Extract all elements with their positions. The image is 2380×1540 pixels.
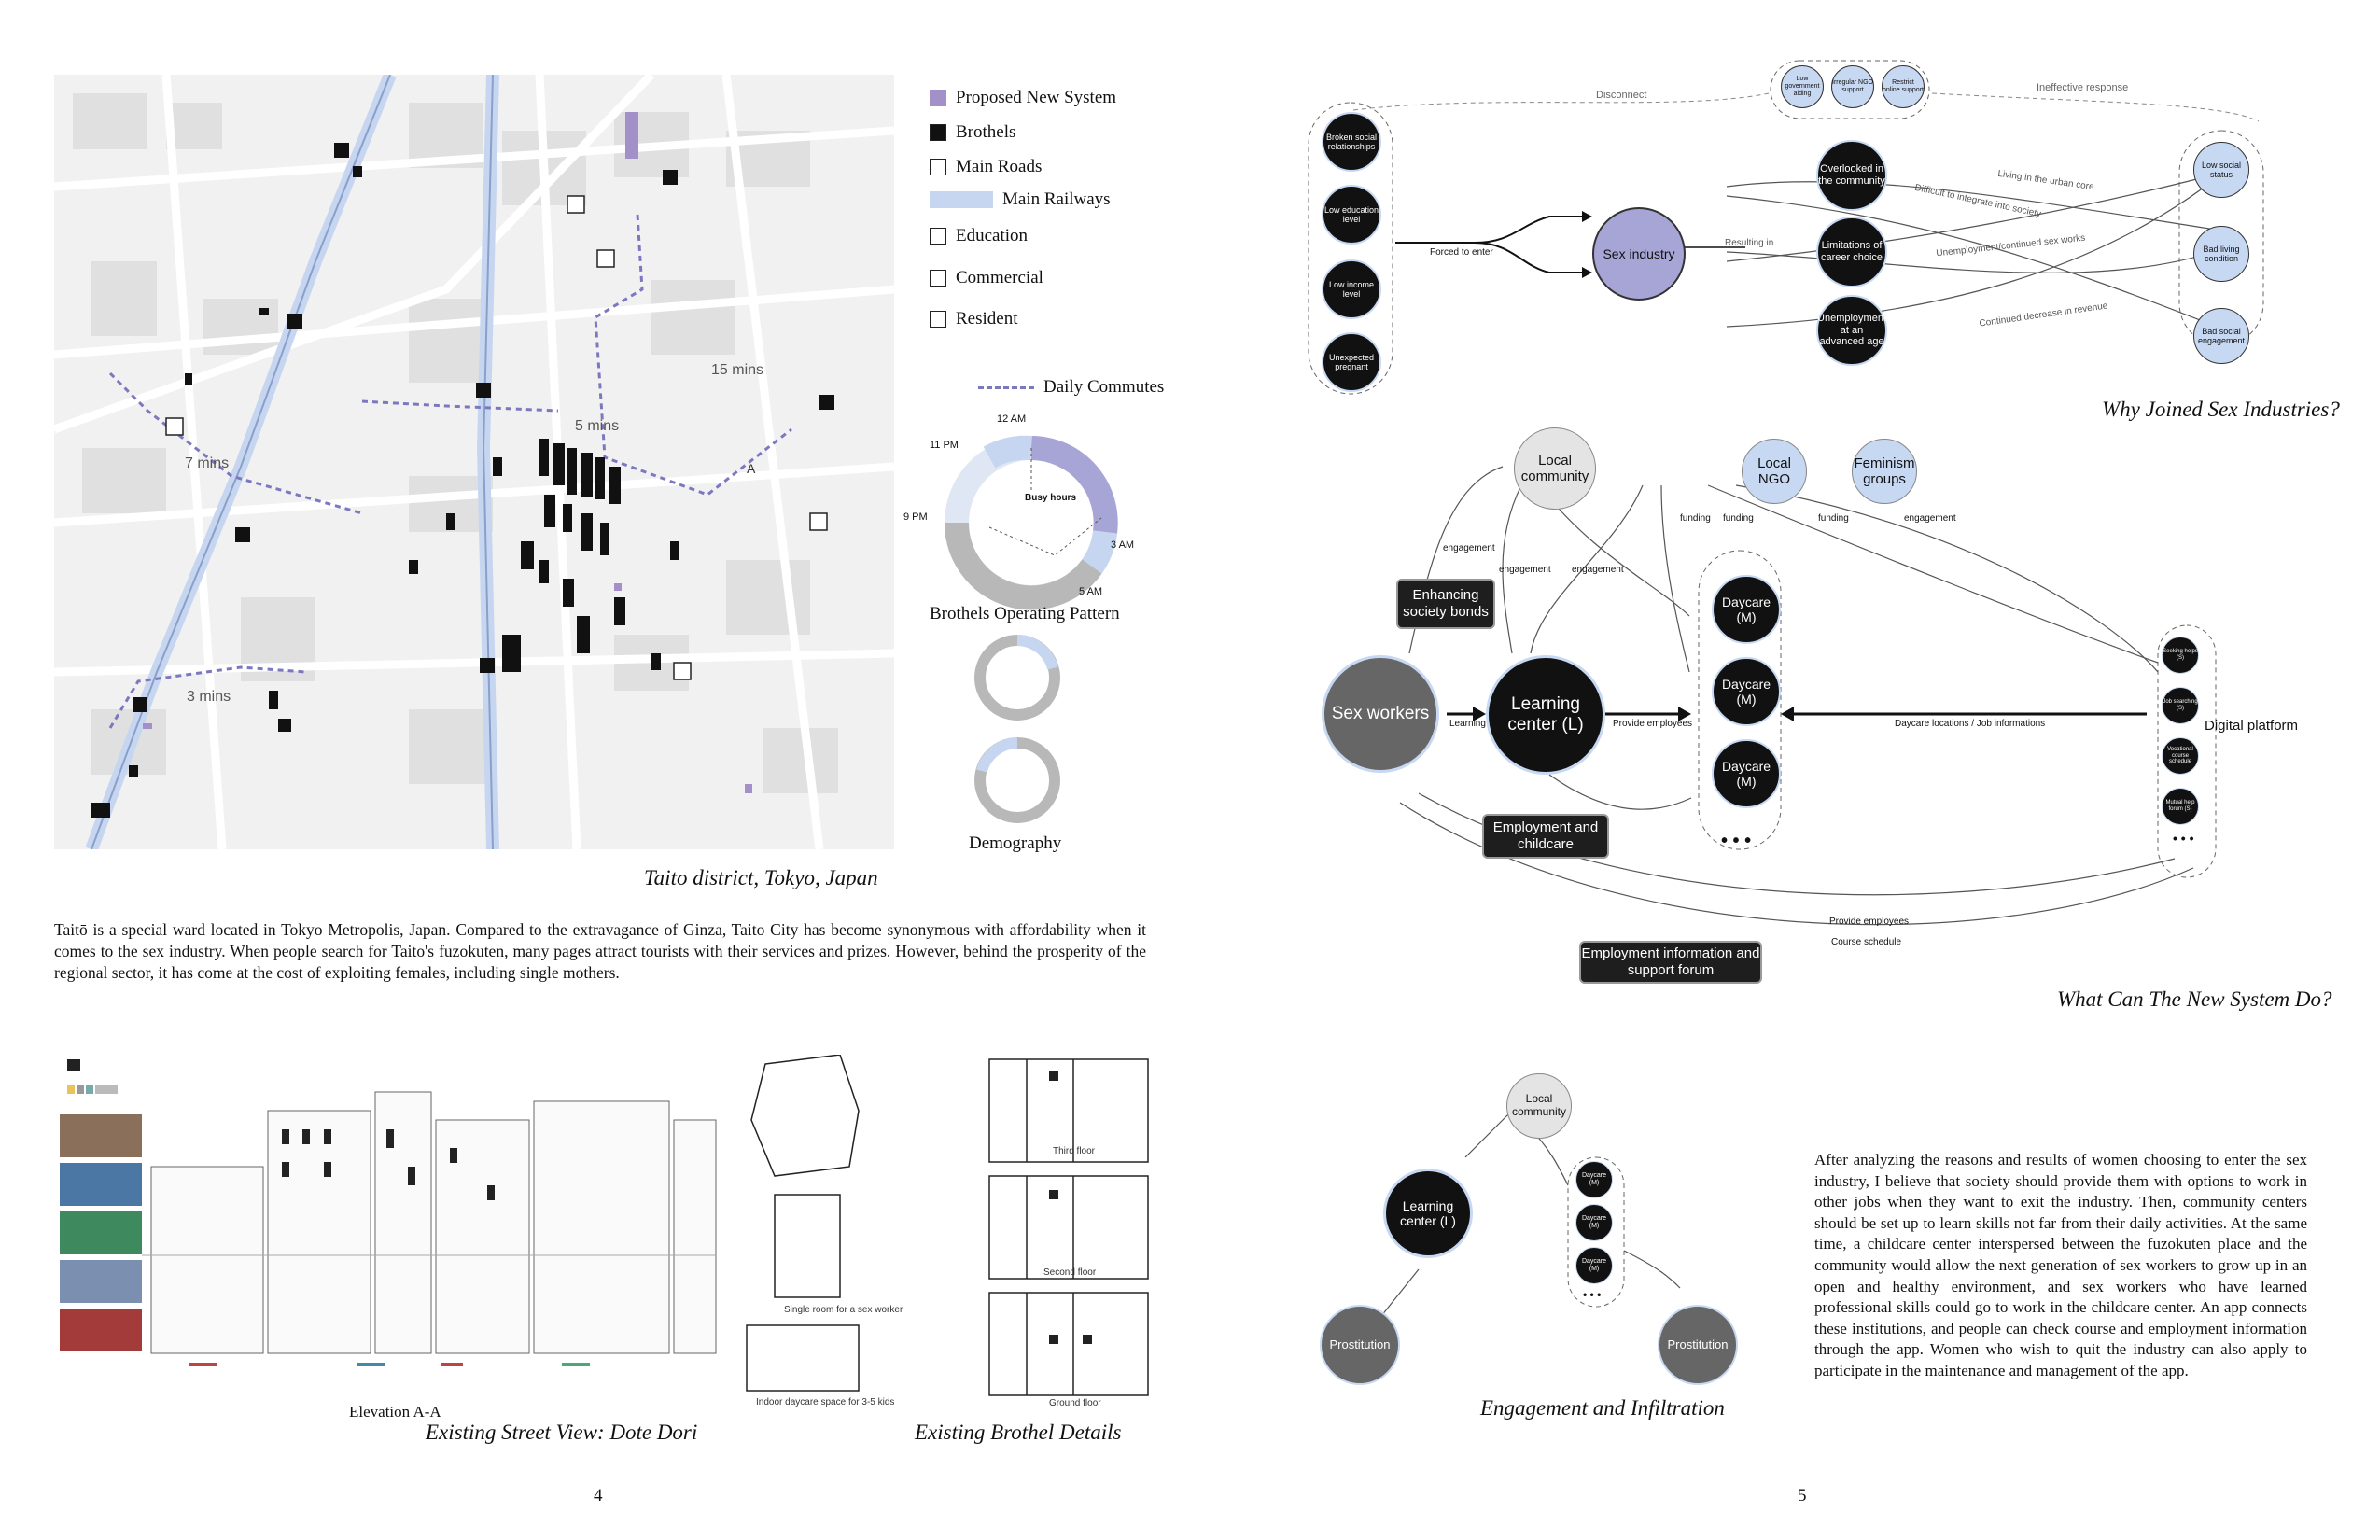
conclusion-paragraph: After analyzing the reasons and results of women choosing to enter the sex industry, I believe that society should provide them with options to work in other jobs when they want to exit the industry. Then, community centers should be set up to learn skills not far from their daily activities. At the same time, a childcare center interspersed between the fuzokuten place and the community would allow the next generation of sex workers to grow up in an open and healthy environment, and sex workers who have learned professional skills could go to work in the childcare center. An app connects these institutions, and people can check course and employment information through the app. Women who wish to quit the industry can also apply to participate in the maintenance and management of the app.: [1814, 1151, 2307, 1379]
platform-vocational-course: Vocational course schedule: [2162, 737, 2199, 775]
brothel-details-drawings: [737, 1055, 1157, 1409]
busy-hours-label: Busy hours: [1025, 493, 1077, 503]
support-irregular-ngo: Irregular NGO support: [1831, 65, 1874, 108]
education-icon: [930, 228, 946, 245]
commercial-icon: [930, 270, 946, 287]
system-caption: What Can The New System Do?: [2057, 987, 2332, 1011]
engagement-label-3: engagement: [1572, 565, 1624, 575]
cause-low-education: Low education level: [1322, 185, 1381, 245]
employment-info-tag: Employment information and support forum: [1579, 941, 1762, 984]
cause-unexpected-pregnant: Unexpected pregnant: [1322, 332, 1381, 392]
legend-brothels: Brothels: [930, 122, 1015, 143]
platform-job-searching: Job searching (S): [2162, 687, 2199, 724]
learning-label: Learning: [1449, 719, 1486, 729]
street-view-caption: Existing Street View: Dote Dori: [426, 1421, 698, 1444]
ineffective-label: Ineffective response: [2037, 82, 2129, 93]
effect-overlooked: Overlooked in the community: [1816, 140, 1887, 211]
operating-pattern-title: Brothels Operating Pattern: [930, 604, 1120, 623]
local-community-node: Local community: [1514, 427, 1596, 510]
legend-main-roads: Main Roads: [930, 157, 1042, 177]
course-schedule-label: Course schedule: [1831, 937, 1902, 947]
support-restrict-online: Restrict online support: [1882, 65, 1925, 108]
legend-main-railways: Main Railways: [930, 189, 1111, 210]
engagement-daycare-3: Daycare (M): [1575, 1247, 1613, 1284]
funding-label-3: funding: [1818, 513, 1849, 524]
cause-broken-relationships: Broken social relationships: [1322, 112, 1381, 172]
railway-swatch: [930, 191, 993, 208]
intro-paragraph: Taitō is a special ward located in Tokyo Metropolis, Japan. Compared to the extravagance of Ginza, Taito City has become synonymous with affordability when it comes to the sex industry. When people search for Taito's fuzokuten, many pages attract tourists with their services and prizes. However, behind the prosperity of the regional sector, it has come at the cost of exploiting females, including single mothers.: [54, 920, 1146, 982]
sex-workers-node: Sex workers: [1322, 655, 1439, 773]
proposed-swatch: [930, 90, 946, 106]
commute-swatch: [978, 386, 1034, 389]
plan-ground-floor: Ground floor: [1049, 1398, 1101, 1408]
demography-title: Demography: [969, 833, 1062, 853]
legend-resident: Resident: [930, 309, 1018, 329]
brothel-details-caption: Existing Brothel Details: [915, 1421, 1122, 1444]
cause-low-income: Low income level: [1322, 259, 1381, 319]
platform-mutual-help: Mutual help forum (S): [2162, 788, 2199, 825]
plan-single-room: Single room for a sex worker: [784, 1305, 903, 1315]
engagement-daycare-1: Daycare (M): [1575, 1161, 1613, 1198]
map-caption: Taito district, Tokyo, Japan: [644, 866, 878, 889]
prostitution-node-right: Prostitution: [1658, 1305, 1738, 1385]
time-12am: 12 AM: [997, 413, 1027, 425]
unemploy-work-label: Unemployment/continued sex works: [1935, 232, 2086, 259]
enhancing-bonds-tag: Enhancing society bonds: [1396, 579, 1495, 629]
engagement-label-2: engagement: [1499, 565, 1551, 575]
effect-unemployment: Unemployment at an advanced age: [1816, 295, 1887, 366]
funding-label-1: funding: [1680, 513, 1711, 524]
page-number-left: 4: [594, 1486, 603, 1505]
engagement-more-dots: • • •: [1583, 1288, 1602, 1301]
daycare-node-3: Daycare (M): [1712, 739, 1781, 808]
plan-daycare-space: Indoor daycare space for 3-5 kids: [756, 1397, 895, 1407]
difficult-label: Difficult to integrate into society: [1913, 182, 2042, 220]
decrease-label: Continued decrease in revenue: [1978, 301, 2109, 329]
provide-employees-label-2: Provide employees: [1829, 917, 1910, 927]
outcome-bad-engagement: Bad social engagement: [2193, 308, 2249, 364]
local-ngo-node: Local NGO: [1742, 439, 1807, 504]
funding-label-2: funding: [1723, 513, 1754, 524]
platform-more-dots: • • •: [2173, 831, 2194, 846]
daycare-node-2: Daycare (M): [1712, 657, 1781, 726]
daycare-more-dots: • • •: [1721, 831, 1752, 851]
engagement-label-4: engagement: [1904, 513, 1956, 524]
demography-donut-2: [971, 734, 1064, 827]
time-9pm: 9 PM: [903, 511, 928, 523]
elevation-label: Elevation A-A: [349, 1403, 441, 1421]
brothel-swatch: [930, 124, 946, 141]
commute-label-3: 3 mins: [187, 689, 231, 705]
learning-center-node: Learning center (L): [1486, 655, 1605, 775]
page-number-right: 5: [1798, 1486, 1807, 1505]
resulting-label: Resulting in: [1725, 238, 1774, 248]
plan-third-floor: Third floor: [1053, 1146, 1096, 1156]
daycare-locations-label: Daycare locations / Job informations: [1895, 719, 2046, 729]
sex-industry-node: Sex industry: [1592, 207, 1686, 301]
legend-commercial: Commercial: [930, 268, 1043, 288]
commute-label-5: 5 mins: [575, 418, 620, 434]
employment-childcare-tag: Employment and childcare: [1482, 814, 1609, 859]
plan-second-floor: Second floor: [1043, 1267, 1097, 1278]
engagement-daycare-2: Daycare (M): [1575, 1204, 1613, 1241]
living-urban-label: Living in the urban core: [1996, 168, 2095, 193]
provide-employees-label-1: Provide employees: [1613, 719, 1693, 729]
forced-label: Forced to enter: [1430, 247, 1493, 258]
outcome-bad-living: Bad living condition: [2193, 226, 2249, 282]
legend-proposed: Proposed New System: [930, 88, 1116, 108]
time-5am: 5 AM: [1079, 586, 1103, 597]
street-elevation: [58, 1055, 721, 1400]
engagement-local-community: Local community: [1506, 1073, 1572, 1139]
legend-daily-commutes: Daily Commutes: [978, 377, 1164, 398]
time-11pm: 11 PM: [930, 440, 959, 451]
daycare-node-1: Daycare (M): [1712, 575, 1781, 644]
taito-map: [54, 75, 894, 849]
road-swatch: [930, 159, 946, 175]
demography-donut-1: [971, 631, 1064, 724]
digital-platform-label: Digital platform: [2205, 718, 2299, 734]
resident-icon: [930, 311, 946, 328]
disconnect-label: Disconnect: [1596, 90, 1647, 101]
time-3am: 3 AM: [1111, 539, 1135, 551]
engagement-caption: Engagement and Infiltration: [1480, 1396, 1725, 1420]
effect-limited-career: Limitations of career choice: [1816, 217, 1887, 287]
outcome-low-social: Low social status: [2193, 142, 2249, 198]
support-low-government: Low government aiding: [1781, 65, 1824, 108]
commute-label-15: 15 mins: [711, 362, 764, 378]
legend-education: Education: [930, 226, 1028, 246]
feminism-groups-node: Feminism groups: [1852, 439, 1917, 504]
prostitution-node-left: Prostitution: [1320, 1305, 1400, 1385]
engagement-label-1: engagement: [1443, 543, 1495, 553]
engagement-learning-center: Learning center (L): [1383, 1169, 1473, 1258]
why-caption: Why Joined Sex Industries?: [2102, 398, 2340, 421]
section-marker-a: A: [747, 461, 756, 476]
platform-seeking-helps: Seeking helps (S): [2162, 637, 2199, 674]
commute-label-7: 7 mins: [185, 455, 230, 471]
